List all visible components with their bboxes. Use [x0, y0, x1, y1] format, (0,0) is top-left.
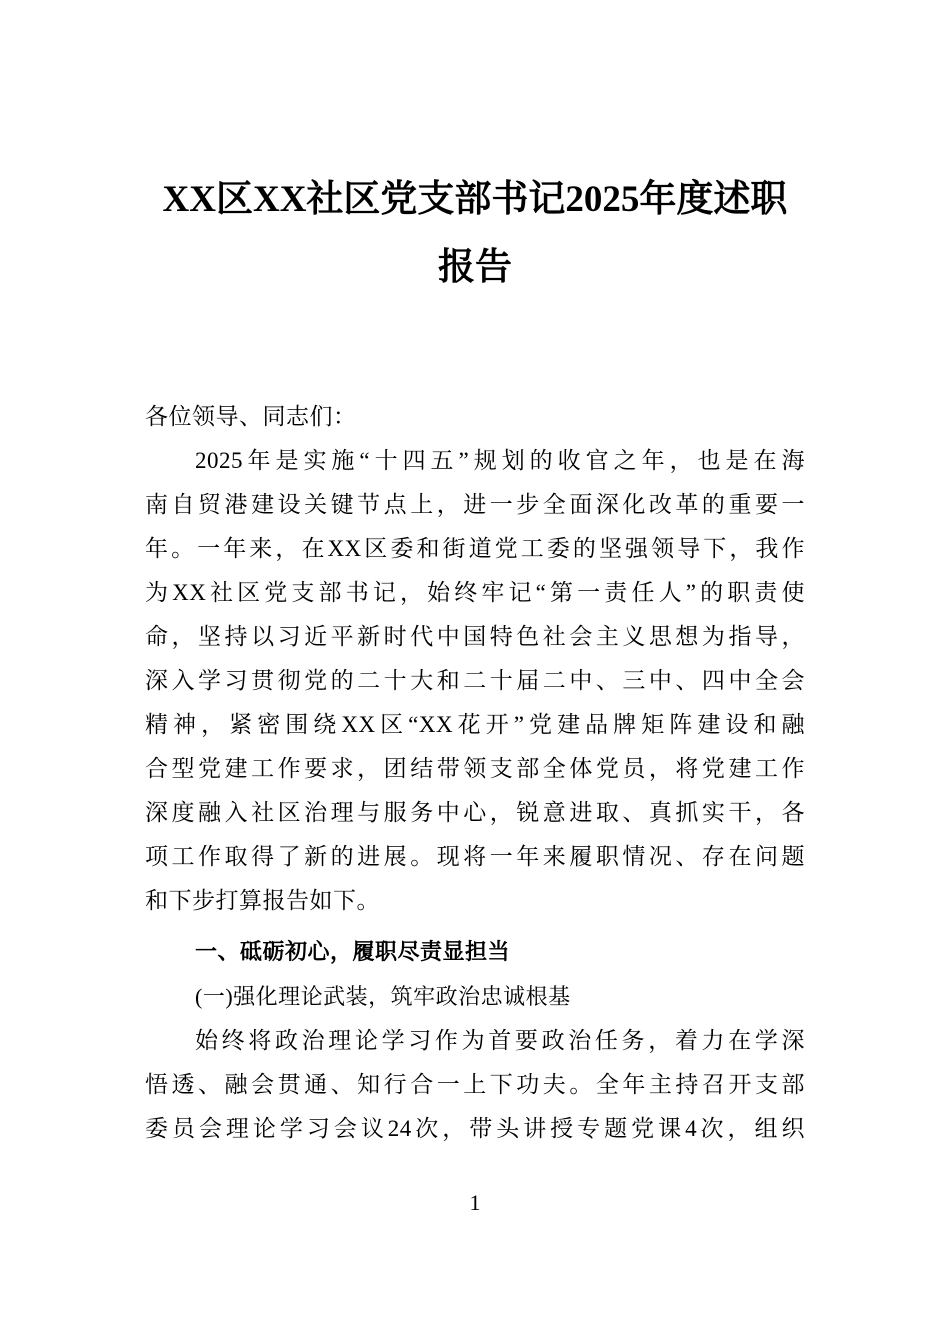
subsection-paragraph [145, 1019, 805, 1151]
greeting: 各位领导、同志们： [145, 404, 357, 429]
paragraph-line: 2025年是实施“十四五”规划的收官之年，也是在海 [195, 448, 805, 473]
document-title-line-2: 报告 [438, 247, 512, 288]
intro-paragraph [145, 439, 805, 923]
paragraph-line: 命，坚持以习近平新时代中国特色社会主义思想为指导， [145, 624, 805, 649]
paragraph-line: 项工作取得了新的进展。现将一年来履职情况、存在问题 [145, 844, 805, 869]
document-title-line-1: XX区XX社区党支部书记2025年度述职 [162, 179, 788, 220]
paragraph-line: 精神，紧密围绕XX区“XX花开”党建品牌矩阵建设和融 [145, 712, 805, 737]
subsection-heading: (一)强化理论武装，筑牢政治忠诚根基 [195, 984, 571, 1009]
paragraph-line: 为XX社区党支部书记，始终牢记“第一责任人”的职责使 [145, 580, 805, 605]
paragraph-line: 南自贸港建设关键节点上，进一步全面深化改革的重要一 [145, 492, 805, 517]
paragraph-line: 委员会理论学习会议24次，带头讲授专题党课4次，组织 [145, 1116, 805, 1141]
section-heading: 一、砥砺初心，履职尽责显担当 [195, 940, 511, 965]
paragraph-line: 和下步打算报告如下。 [145, 888, 380, 913]
paragraph-line: 悟透、融会贯通、知行合一上下功夫。全年主持召开支部 [145, 1072, 805, 1097]
page-number: 1 [469, 1190, 481, 1215]
paragraph-line: 深入学习贯彻党的二十大和二十届二中、三中、四中全会 [145, 668, 805, 693]
document-body [145, 395, 805, 1151]
paragraph-line: 深度融入社区治理与服务中心，锐意进取、真抓实干，各 [145, 800, 805, 825]
paragraph-line: 合型党建工作要求，团结带领支部全体党员，将党建工作 [145, 756, 805, 781]
paragraph-line: 始终将政治理论学习作为首要政治任务，着力在学深 [195, 1028, 805, 1053]
paragraph-line: 年。一年来，在XX区委和街道党工委的坚强领导下，我作 [145, 536, 805, 561]
